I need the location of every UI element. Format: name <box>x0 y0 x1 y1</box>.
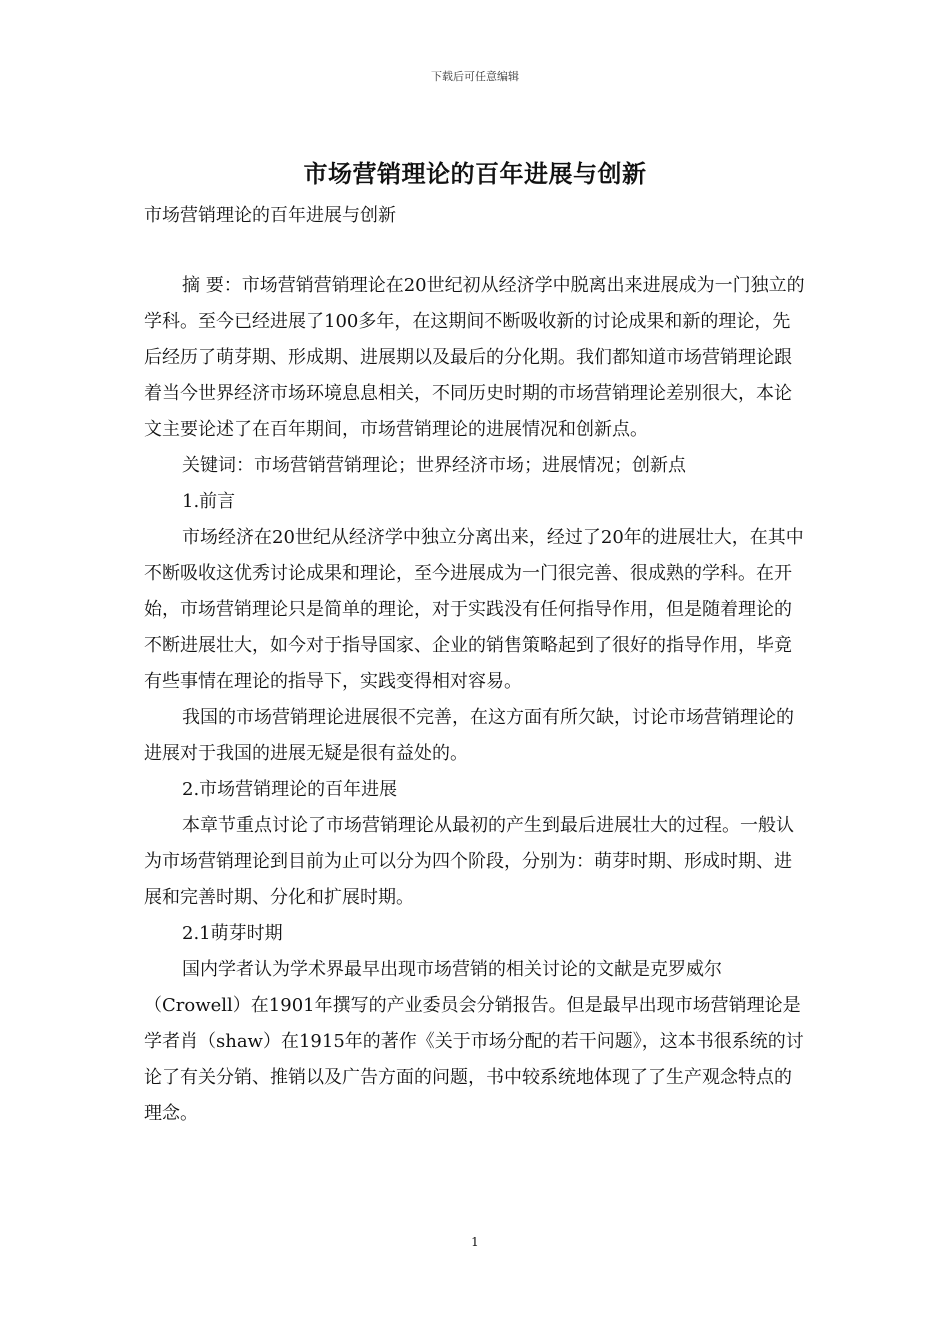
document-body <box>144 198 806 1132</box>
section-heading-century-development: 2.市场营销理论的百年进展 <box>182 779 398 800</box>
introduction-paragraph-1: 市场经济在20世纪从经济学中独立分离出来，经过了20年的进展壮大，在其中不断吸收这优秀讨论成果和理论，至今进展成为一门很完善、很成熟的学科。在开始，市场营销理论只是简单的理论，对于实践没有任何指导作用，但是随着理论的不断进展壮大，如今对于指导国家、企业的销售策略起到了很好的指导作用，毕竟有些事情在理论的指导下，实践变得相对容易。 <box>144 527 804 692</box>
century-development-paragraph: 本章节重点讨论了市场营销理论从最初的产生到最后进展壮大的过程。一般认为市场营销理论到目前为止可以分为四个阶段，分别为：萌芽时期、形成时期、进展和完善时期、分化和扩展时期。 <box>144 815 794 908</box>
section-heading-germination-period: 2.1萌芽时期 <box>182 923 283 944</box>
germination-period-paragraph: 国内学者认为学术界最早出现市场营销的相关讨论的文献是克罗威尔（Crowell）在1901年撰写的产业委员会分销报告。但是最早出现市场营销理论是学者肖（shaw）在1915年的著作《关于市场分配的若干问题》，这本书很系统的讨论了有关分销、推销以及广告方面的问题，书中较系统地体现了了生产观念特点的理念。 <box>144 959 804 1124</box>
section-heading-introduction: 1.前言 <box>182 491 236 512</box>
abstract-paragraph: 摘 要：市场营销营销理论在20世纪初从经济学中脱离出来进展成为一门独立的学科。至今已经进展了100多年，在这期间不断吸收新的讨论成果和新的理论，先后经历了萌芽期、形成期、进展期以及最后的分化期。我们都知道市场营销理论跟着当今世界经济市场环境息息相关，不同历史时期的市场营销理论差别很大，本论文主要论述了在百年期间，市场营销理论的进展情况和创新点。 <box>144 275 805 440</box>
header-note: 下载后可任意编辑 <box>431 70 519 83</box>
document-subtitle: 市场营销理论的百年进展与创新 <box>144 205 396 226</box>
page-number: 1 <box>471 1235 479 1249</box>
introduction-paragraph-2: 我国的市场营销理论进展很不完善，在这方面有所欠缺，讨论市场营销理论的进展对于我国的进展无疑是很有益处的。 <box>144 707 794 764</box>
keywords-line: 关键词：市场营销营销理论；世界经济市场；进展情况；创新点 <box>182 455 686 476</box>
document-title: 市场营销理论的百年进展与创新 <box>303 159 647 188</box>
